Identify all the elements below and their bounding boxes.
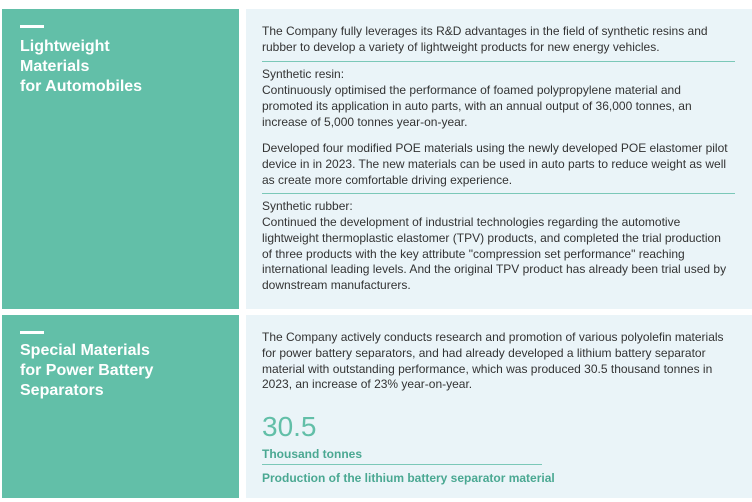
section-title	[20, 37, 230, 97]
title-accent-bar	[20, 331, 44, 334]
section-title-line: for Power Battery	[20, 362, 154, 379]
section-title-line: for Automobiles	[20, 78, 143, 95]
stat-unit: Thousand tonnes	[262, 447, 362, 461]
divider	[262, 193, 735, 194]
subsection-label: Synthetic rubber:	[262, 199, 353, 213]
resin-paragraph: Developed four modified POE materials using the newly developed POE elastomer pilot device in in 2023. The new materials can be used in auto parts to reduce weight as well as create more comfortable driving experience.	[262, 141, 728, 187]
section-title-panel	[2, 9, 239, 309]
intro-paragraph: The Company fully leverages its R&D advantages in the field of synthetic resins and rubber to develop a variety of lightweight products for new energy vehicles.	[262, 24, 708, 54]
section-title-line: Special Materials	[20, 342, 150, 359]
section-battery-separators	[0, 315, 752, 498]
subsection-label: Synthetic resin:	[262, 67, 345, 81]
rubber-paragraph: Continued the development of industrial technologies regarding the automotive lightweight thermoplastic elastomer (TPV) products, and completed the trial production of three products with the key attribute "compression set performance" reaching international leading levels. And the original TPV product has already been trial used by downstream manufacturers.	[262, 215, 727, 293]
title-accent-bar	[20, 25, 44, 28]
section-title-line: Lightweight	[20, 38, 110, 55]
section-title-panel	[2, 315, 239, 498]
section-content-panel	[246, 9, 752, 309]
section-title	[20, 341, 230, 401]
resin-paragraph: Continuously optimised the performance of foamed polypropylene material and promoted its application in auto parts, with an annual output of 36,000 tonnes, an increase of 5,000 tonnes year-on-year.	[262, 83, 692, 129]
section-title-line: Separators	[20, 382, 104, 399]
intro-paragraph: The Company actively conducts research and promotion of various polyolefin materials for power battery separators, and had already developed a lithium battery separator material with outstanding performance, which was produced 30.5 thousand tonnes in 2023, an increase of 23% year-on-year.	[262, 330, 724, 392]
stat-divider	[262, 464, 542, 465]
section-lightweight-materials	[0, 9, 752, 309]
stat-caption: Production of the lithium battery separator material	[262, 471, 555, 485]
stat-value: 30.5	[262, 411, 317, 442]
section-content-panel	[246, 315, 752, 498]
divider	[262, 61, 735, 62]
section-title-line: Materials	[20, 58, 90, 75]
